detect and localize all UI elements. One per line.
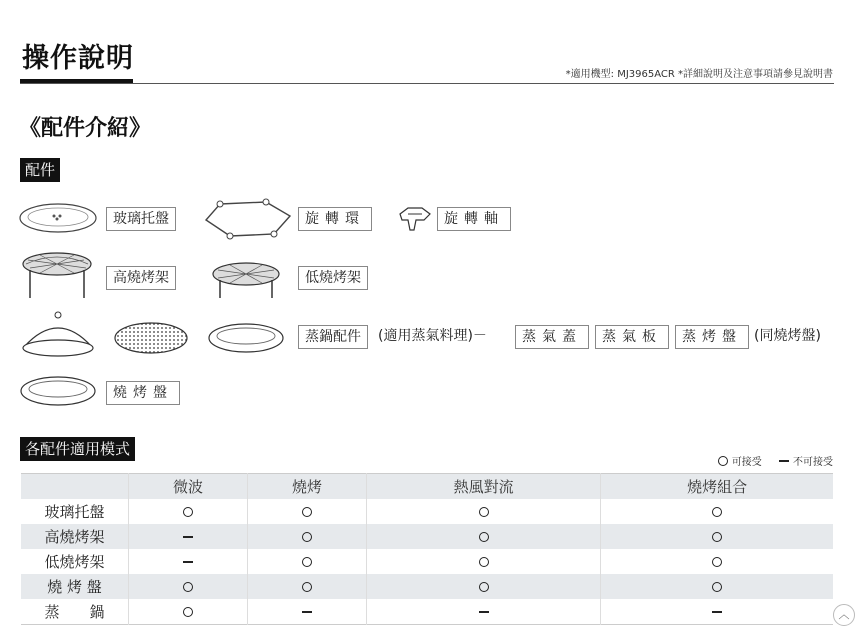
- table-cell: [367, 499, 601, 524]
- dash-icon: [712, 611, 722, 613]
- col-header: 燒烤: [248, 474, 367, 500]
- table-cell: [601, 499, 833, 524]
- label-high-rack: 高燒烤架: [106, 266, 176, 290]
- table-cell: [129, 499, 248, 524]
- table-cell: [129, 574, 248, 599]
- high-rack-icon: [20, 250, 94, 302]
- circle-icon: [712, 582, 722, 592]
- circle-icon: [183, 582, 193, 592]
- steam-plate-icon: [112, 318, 190, 358]
- dash-icon: [302, 611, 312, 613]
- table-cell: [367, 599, 601, 625]
- table-cell: [248, 599, 367, 625]
- table-row: [21, 524, 833, 549]
- circle-icon: [302, 582, 312, 592]
- row-header: 低燒烤架: [21, 549, 129, 574]
- page-title: 操作說明: [22, 43, 134, 74]
- circle-icon: [479, 582, 489, 592]
- dash-icon: [479, 611, 489, 613]
- rotating-ring-icon: [202, 198, 294, 240]
- low-rack-icon: [210, 260, 282, 302]
- label-low-rack: 低燒烤架: [298, 266, 368, 290]
- accessories-tag: 配件: [20, 158, 60, 182]
- col-header: 燒烤組合: [601, 474, 833, 500]
- table-row: [21, 574, 833, 599]
- circle-icon: [479, 557, 489, 567]
- steam-tray-icon: [206, 320, 286, 358]
- circle-icon: [479, 532, 489, 542]
- label-steam-tray: 蒸烤盤: [675, 325, 749, 349]
- table-cell: [248, 549, 367, 574]
- row-header: 高燒烤架: [21, 524, 129, 549]
- table-cell: [248, 499, 367, 524]
- label-rotating-shaft: 旋轉軸: [437, 207, 511, 231]
- col-header: 微波: [129, 474, 248, 500]
- row-header: 玻璃托盤: [21, 499, 129, 524]
- label-steam-plate: 蒸氣板: [595, 325, 669, 349]
- legend: [718, 453, 833, 468]
- grill-tray-icon: [18, 373, 98, 411]
- label-steam-set: 蒸鍋配件: [298, 325, 368, 349]
- modes-tag: 各配件適用模式: [20, 437, 135, 461]
- table-cell: [248, 574, 367, 599]
- label-grill-tray: 燒烤盤: [106, 381, 180, 405]
- table-cell: [367, 574, 601, 599]
- circle-icon: [712, 532, 722, 542]
- legend-no: 不可接受: [793, 457, 833, 468]
- col-header: 熱風對流: [367, 474, 601, 500]
- table-cell: [367, 549, 601, 574]
- table-cell: [601, 549, 833, 574]
- label-rotating-ring: 旋轉環: [298, 207, 372, 231]
- circle-icon: [718, 456, 728, 466]
- circle-icon: [302, 532, 312, 542]
- table-cell: [601, 524, 833, 549]
- dash-icon: [183, 536, 193, 538]
- label-steam-lid: 蒸氣蓋: [515, 325, 589, 349]
- model-note: *適用機型: MJ3965ACR *詳細說明及注意事項請參見說明書: [565, 69, 833, 80]
- legend-ok: 可接受: [731, 457, 762, 468]
- table-cell: [367, 524, 601, 549]
- table-cell: [129, 524, 248, 549]
- circle-icon: [183, 507, 193, 517]
- row-header: 蒸 鍋: [21, 599, 129, 625]
- glass-turntable-icon: [18, 200, 98, 236]
- label-glass-turntable: 玻璃托盤: [106, 207, 176, 231]
- table-row: [21, 599, 833, 625]
- modes-table: [21, 473, 833, 625]
- steam-set-note: (適用蒸氣料理)－: [378, 328, 487, 344]
- table-row: [21, 549, 833, 574]
- table-header-row: [21, 474, 833, 500]
- table-cell: [248, 524, 367, 549]
- dash-icon: [183, 561, 193, 563]
- circle-icon: [712, 507, 722, 517]
- scroll-top-button[interactable]: ︿: [833, 604, 855, 626]
- table-cell: [601, 574, 833, 599]
- row-header: 燒 烤 盤: [21, 574, 129, 599]
- title-rule: [20, 83, 834, 84]
- circle-icon: [183, 607, 193, 617]
- steam-tray-note: (同燒烤盤): [754, 328, 821, 344]
- table-cell: [129, 599, 248, 625]
- steam-lid-icon: [20, 309, 96, 359]
- table-cell: [129, 549, 248, 574]
- dash-icon: [779, 460, 789, 462]
- circle-icon: [712, 557, 722, 567]
- table-cell: [601, 599, 833, 625]
- circle-icon: [479, 507, 489, 517]
- table-corner: [21, 474, 129, 500]
- rotating-shaft-icon: [394, 204, 434, 232]
- circle-icon: [302, 507, 312, 517]
- table-row: [21, 499, 833, 524]
- circle-icon: [302, 557, 312, 567]
- section-title: 《配件介紹》: [19, 116, 152, 141]
